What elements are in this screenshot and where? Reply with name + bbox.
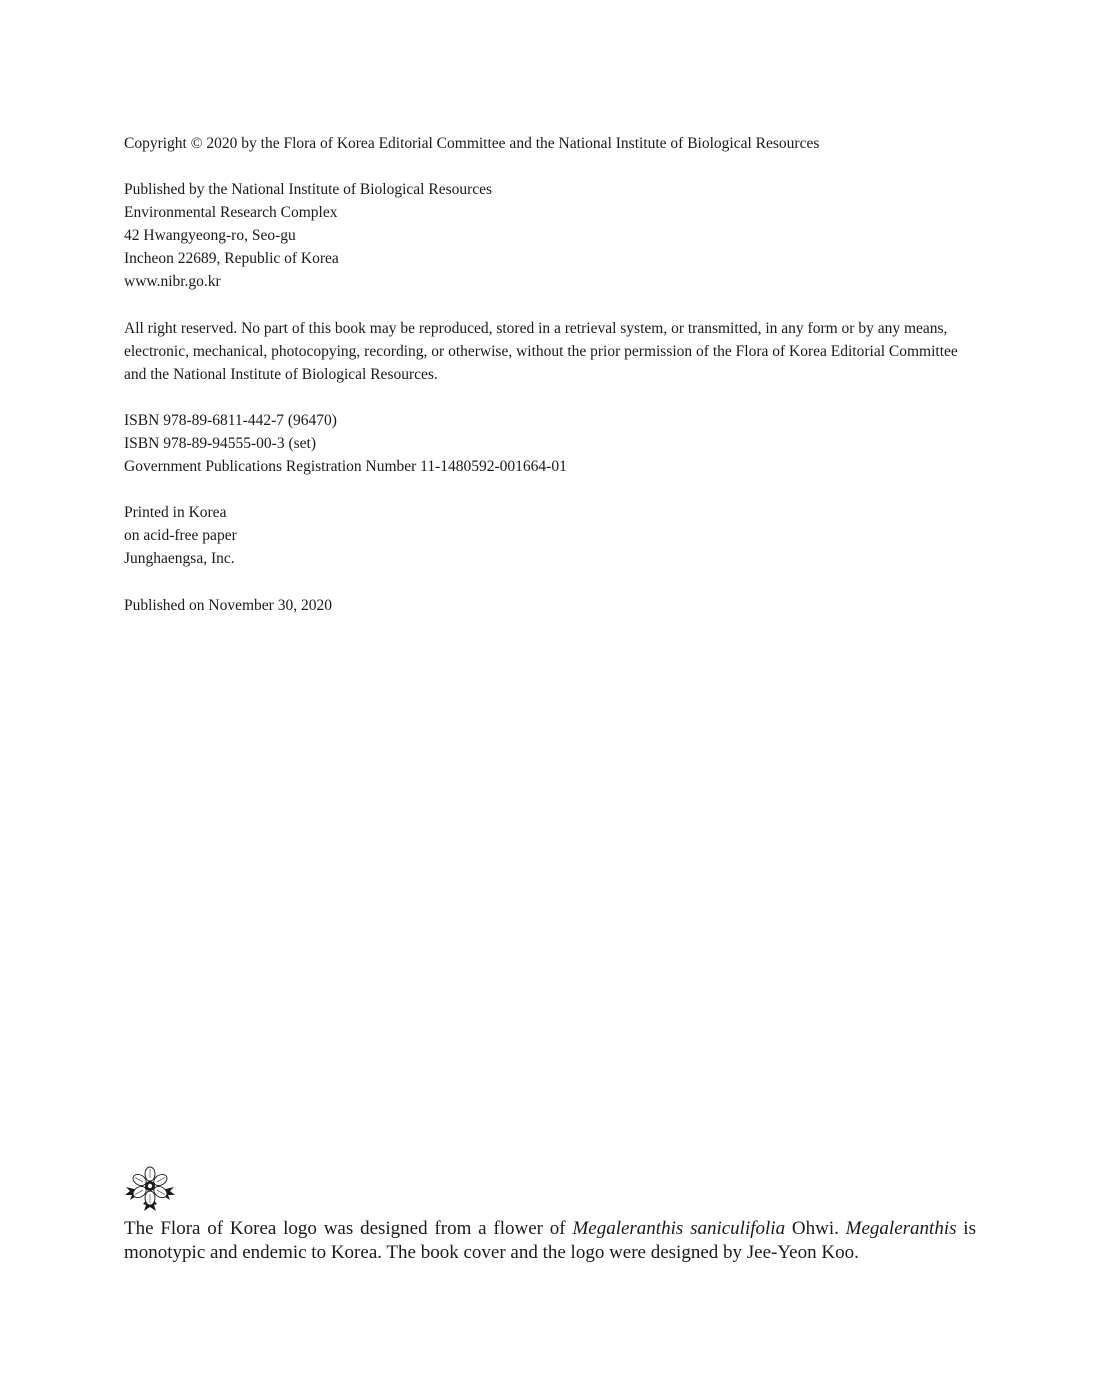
publisher-line: Published by the National Institute of Biological Resources: [124, 181, 493, 198]
logo-note: [124, 1217, 976, 1265]
printer-line: Junghaengsa, Inc.: [124, 550, 235, 567]
rights-statement: [124, 317, 976, 386]
publisher-complex-line: Environmental Research Complex: [124, 204, 338, 221]
flora-of-korea-flower-logo-icon: [124, 1166, 176, 1214]
logo-note-text: is monotypic and endemic to Korea. The book cover and the logo were designed by Jee-Yeon Koo.: [124, 1218, 976, 1263]
isbn-line: ISBN 978-89-6811-442-7 (96470): [124, 412, 337, 429]
copyright-line: Copyright © 2020 by the Flora of Korea Editorial Committee and the National Institute of Biological Resources: [124, 135, 820, 152]
logo-note-text: Ohwi.: [785, 1218, 846, 1239]
species-name: Megaleranthis saniculifolia: [572, 1218, 786, 1239]
genus-name: Megaleranthis: [845, 1218, 957, 1239]
paper-line: on acid-free paper: [124, 527, 237, 544]
isbn-set-line: ISBN 978-89-94555-00-3 (set): [124, 435, 317, 452]
logo-note-text: The Flora of Korea logo was designed from a flower of: [124, 1218, 573, 1239]
publication-date: [124, 594, 976, 617]
registration-number-line: Government Publications Registration Number 11-1480592-001664-01: [124, 458, 567, 475]
publication-date-line: Published on November 30, 2020: [124, 597, 332, 614]
rights-paragraph: All right reserved. No part of this book may be reproduced, stored in a retrieval system, or transmitted, in any form or by any means, electronic, mechanical, photocopying, recording, or otherwise, without the prior permission of the Flora of Korea Editorial Committee and the National Institute of Biological Resources.: [124, 320, 958, 383]
isbn-info: [124, 409, 976, 478]
publisher-website-line: www.nibr.go.kr: [124, 273, 221, 290]
printed-in-line: Printed in Korea: [124, 504, 227, 521]
publisher-city-line: Incheon 22689, Republic of Korea: [124, 250, 339, 267]
printing-info: [124, 501, 976, 570]
publisher-street-line: 42 Hwangyeong-ro, Seo-gu: [124, 227, 296, 244]
publisher-address: [124, 178, 976, 293]
copyright-notice: [124, 132, 976, 155]
